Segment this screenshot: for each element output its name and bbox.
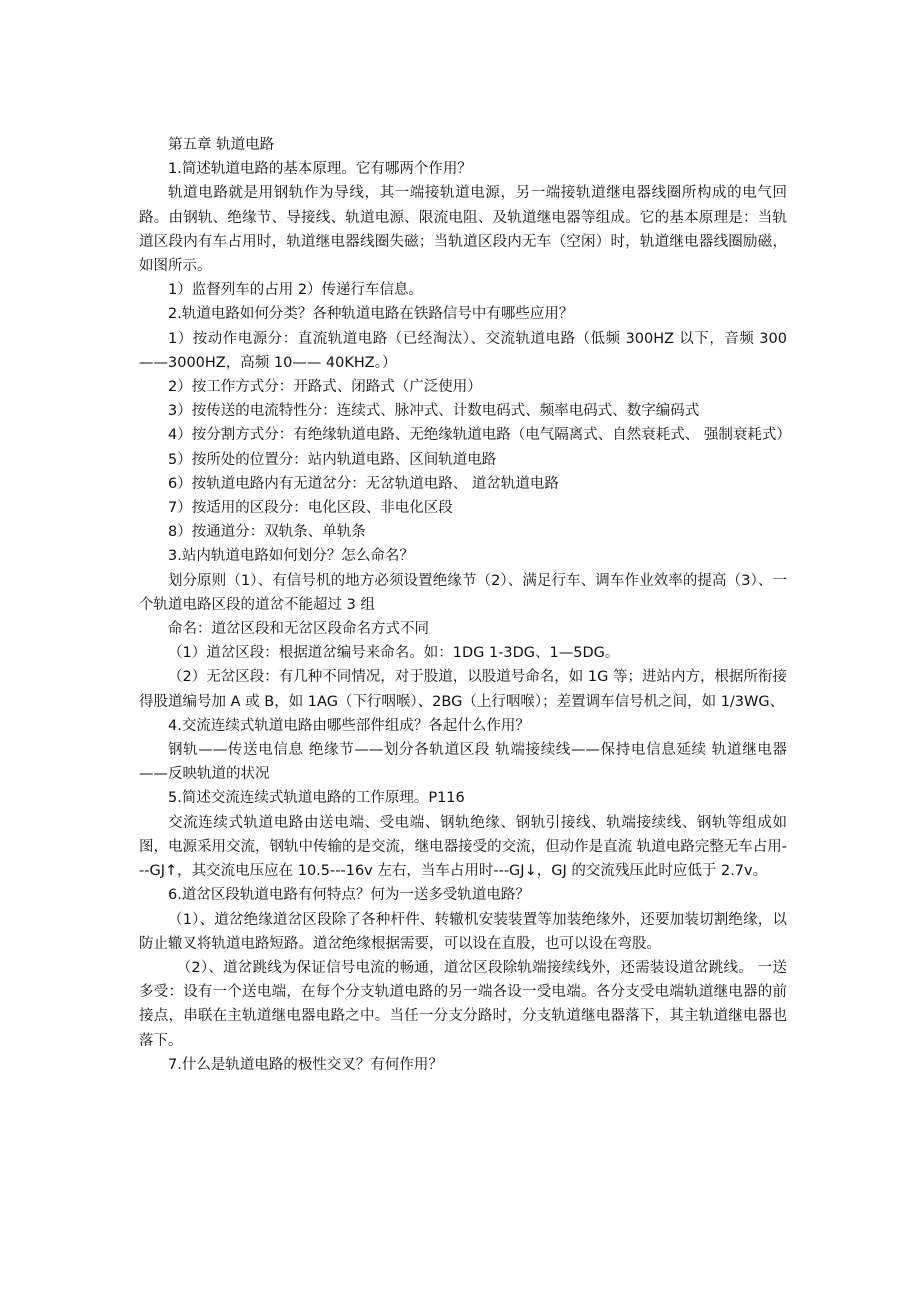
list-item: 4）按分割方式分：有绝缘轨道电路、无绝缘轨道电路（电气隔离式、自然衰耗式、 强制衰耗式） (168, 427, 791, 444)
paragraph: （2）无岔区段：有几种不同情况，对于股道，以股道号命名，如 1G 等；进站内方，根据所衔接得股道编号加 A 或 B，如 1AG（下行咽喉）、2BG（上行咽喉）；差置调车信号机之间，如 1/3WG、 (139, 669, 787, 710)
question-heading: 3.站内轨道电路如何划分？怎么命名？ (168, 548, 414, 565)
list-item: 5）按所处的位置分：站内轨道电路、区间轨道电路 (168, 451, 497, 468)
question-heading: 1.简述轨道电路的基本原理。它有哪两个作用？ (168, 161, 472, 178)
paragraph: （1）、道岔绝缘道岔区段除了各种杆件、转辙机安装装置等加装绝缘外，还要加装切割绝缘，以防止辙叉将轨道电路短路。道岔绝缘根据需要，可以设在直股，也可以设在弯股。 (139, 911, 787, 952)
list-item: 7）按适用的区段分：电化区段、非电化区段 (168, 500, 453, 517)
document-body (139, 133, 791, 1077)
paragraph: 钢轨——传送电信息 绝缘节——划分各轨道区段 轨端接续线——保持电信息延续 轨道继电器——反映轨道的状况 (139, 742, 787, 783)
list-item: 8）按通道分：双轨条、单轨条 (168, 524, 366, 541)
paragraph: 轨道电路就是用钢轨作为导线，其一端接轨道电源，另一端接轨道继电器线圈所构成的电气回路。由钢轨、绝缘节、导接线、轨道电源、限流电阻、及轨道继电器等组成。它的基本原理是：当轨道区段内有车占用时，轨道继电器线圈失磁；当轨道区段内无车（空闲）时，轨道继电器线圈励磁，如图所示。 (139, 185, 787, 275)
list-item: 6）按轨道电路内有无道岔分：无岔轨道电路、 道岔轨道电路 (168, 475, 559, 492)
paragraph: 1）监督列车的占用 2）传递行车信息。 (168, 282, 424, 299)
question-heading: 4.交流连续式轨道电路由哪些部件组成？各起什么作用？ (168, 717, 530, 734)
list-item: 2）按工作方式分：开路式、闭路式（广泛使用） (168, 379, 482, 396)
question-heading: 6.道岔区段轨道电路有何特点？何为一送多受轨道电路？ (168, 887, 530, 904)
list-item: 1）按动作电源分：直流轨道电路（已经淘汰）、交流轨道电路（低频 300HZ 以下，音频 300——3000HZ，高频 10—— 40KHZ。） (139, 330, 787, 371)
paragraph: 命名：道岔区段和无岔区段命名方式不同 (168, 621, 429, 638)
question-heading: 5.简述交流连续式轨道电路的工作原理。P116 (168, 790, 465, 807)
paragraph: 交流连续式轨道电路由送电端、受电端、钢轨绝缘、钢轨引接线、轨端接续线、钢轨等组成如图，电源采用交流，钢轨中传输的是交流，继电器接受的交流，但动作是直流 轨道电路完整无车占用---GJ↑，其交流电压应在 10.5---16v 左右，当车占用时---GJ↓，GJ 的交流残压此时应低于 2.7v。 (139, 814, 787, 880)
paragraph: 划分原则（1）、有信号机的地方必须设置绝缘节（2）、满足行车、调车作业效率的提高（3）、一个轨道电路区段的道岔不能超过 3 组 (139, 572, 787, 613)
paragraph: （1）道岔区段：根据道岔编号来命名。如：1DG 1-3DG、1—5DG。 (168, 645, 620, 662)
chapter-title: 第五章 轨道电路 (168, 137, 275, 153)
question-heading: 2.轨道电路如何分类？各种轨道电路在铁路信号中有哪些应用？ (168, 306, 574, 323)
paragraph: （2）、道岔跳线为保证信号电流的畅通，道岔区段除轨端接续线外，还需装设道岔跳线。 一送多受：设有一个送电端，在每个分支轨道电路的另一端各设一受电端。各分支受电端轨道继电器的前接点，串联在主轨道继电器电路之中。当任一分支分路时，分支轨道继电器落下，其主轨道继电器也落下。 (139, 959, 787, 1049)
list-item: 3）按传送的电流特性分：连续式、脉冲式、计数电码式、频率电码式、数字编码式 (168, 403, 700, 420)
question-heading: 7.什么是轨道电路的极性交叉？有何作用？ (168, 1056, 443, 1073)
